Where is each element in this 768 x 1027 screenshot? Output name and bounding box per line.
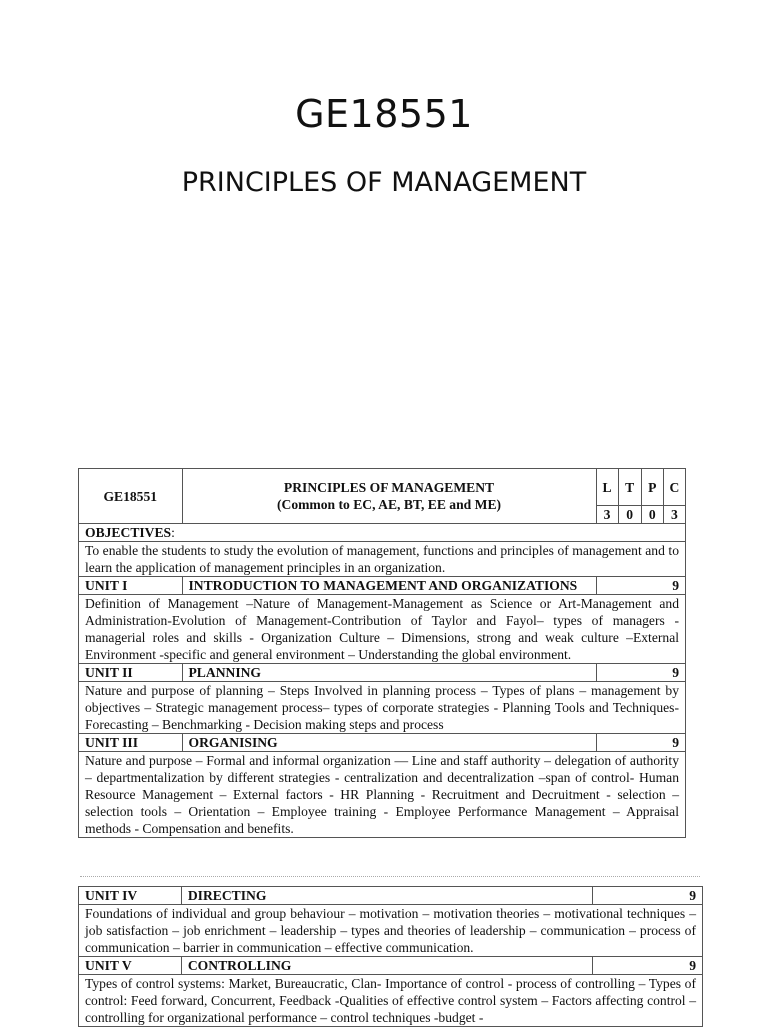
unit-content-row <box>79 595 686 664</box>
unit-header-row <box>79 887 703 905</box>
ltpc-label-p: P <box>641 469 663 506</box>
unit-content-row <box>79 905 703 957</box>
unit-label: UNIT II <box>79 664 183 682</box>
unit-title: ORGANISING <box>182 734 596 752</box>
unit-title: DIRECTING <box>181 887 592 905</box>
objectives-label: OBJECTIVES <box>85 525 172 540</box>
unit-header-row <box>79 664 686 682</box>
unit-label: UNIT I <box>79 577 183 595</box>
objectives-text-row <box>79 542 686 577</box>
unit-label: UNIT III <box>79 734 183 752</box>
ltpc-label-l: L <box>596 469 618 506</box>
unit-hours: 9 <box>593 957 703 975</box>
unit-hours: 9 <box>596 664 685 682</box>
unit-header-row <box>79 734 686 752</box>
syllabus-title-cell <box>182 469 596 524</box>
unit-hours: 9 <box>593 887 703 905</box>
objectives-label-row <box>79 524 686 542</box>
unit-label: UNIT IV <box>79 887 182 905</box>
unit-content: Types of control systems: Market, Bureaucratic, Clan- Importance of control - process of controlling – Types of control: Feed forward, Concurrent, Feedback -Qualities of effective control system – Factors affecting control – controlling for organizational performance – control techniques -budget - <box>79 975 703 1027</box>
unit-content-row <box>79 975 703 1027</box>
syllabus-header-row <box>79 469 686 506</box>
unit-hours: 9 <box>596 734 685 752</box>
syllabus-table-part-1 <box>78 468 686 838</box>
ltpc-label-c: C <box>663 469 685 506</box>
unit-content: Definition of Management –Nature of Management-Management as Science or Art-Management and Administration-Evolution of Management-Contribution of Taylor and Fayol– types of managers - managerial roles and skills - Organization Culture – Dimensions, strong and weak culture –External Environment -specific and general environment – Understanding the global environment. <box>79 595 686 664</box>
ltpc-label-t: T <box>618 469 641 506</box>
page-course-title: PRINCIPLES OF MANAGEMENT <box>181 167 587 198</box>
unit-content-row <box>79 752 686 838</box>
unit-hours: 9 <box>596 577 685 595</box>
ltpc-value-t: 0 <box>618 506 641 524</box>
syllabus-table-part-2 <box>78 886 703 1027</box>
unit-content-row <box>79 682 686 734</box>
ltpc-value-p: 0 <box>641 506 663 524</box>
syllabus-title: PRINCIPLES OF MANAGEMENT <box>283 480 495 495</box>
objectives-text: To enable the students to study the evolution of management, functions and principles of management and to learn the application of management principles in an organization. <box>79 542 686 577</box>
page-break-artifact <box>80 876 700 885</box>
unit-header-row <box>79 957 703 975</box>
unit-content: Nature and purpose – Formal and informal organization — Line and staff authority – delegation of authority – departmentalization by different strategies - centralization and decentralization –span of control- Human Resource Management – External factors - HR Planning - Recruitment and Decruitment - selection – selection tools – Orientation – Employee training - Employee Performance Management – Appraisal methods - Compensation and benefits. <box>79 752 686 838</box>
page-course-code: GE18551 <box>295 92 473 136</box>
unit-label: UNIT V <box>79 957 182 975</box>
syllabus-code: GE18551 <box>79 469 183 524</box>
ltpc-value-c: 3 <box>663 506 685 524</box>
syllabus-subtitle: (Common to EC, AE, BT, EE and ME) <box>276 497 502 512</box>
unit-title: PLANNING <box>182 664 596 682</box>
unit-content: Nature and purpose of planning – Steps Involved in planning process – Types of plans – management by objectives – Strategic management process– types of corporate strategies - Planning Tools and Techniques-Forecasting – Benchmarking - Decision making steps and process <box>79 682 686 734</box>
unit-title: INTRODUCTION TO MANAGEMENT AND ORGANIZATIONS <box>182 577 596 595</box>
unit-title: CONTROLLING <box>181 957 592 975</box>
objectives-label-cell: OBJECTIVES: <box>79 524 686 542</box>
unit-header-row <box>79 577 686 595</box>
ltpc-value-l: 3 <box>596 506 618 524</box>
unit-content: Foundations of individual and group behaviour – motivation – motivation theories – motivational techniques – job satisfaction – job enrichment – leadership – types and theories of leadership – communication – process of communication – barrier in communication – effective communication. <box>79 905 703 957</box>
